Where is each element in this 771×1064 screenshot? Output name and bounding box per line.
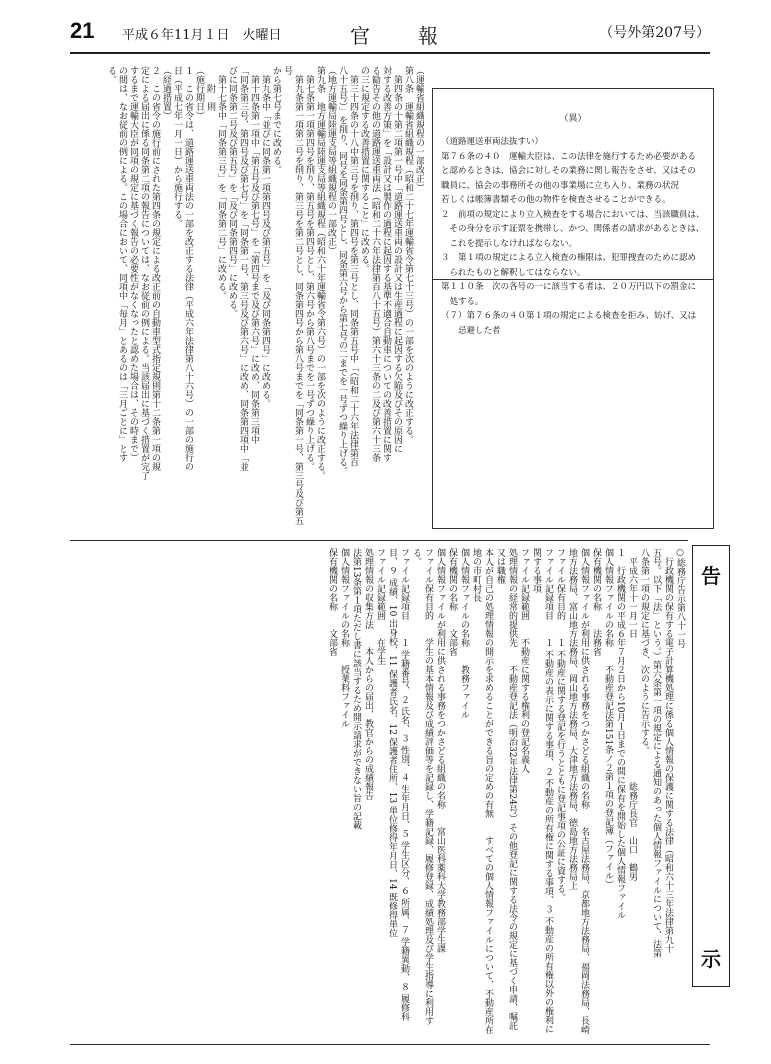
page-bottom-rule (70, 1044, 710, 1045)
notice-text-line: 保有機関の名称 法務省 (591, 548, 601, 656)
ordinance-line: （運輸省組織規程の一部改正） (414, 66, 424, 192)
ordinance-line: 第四条の十第二項第一号中「道路運送車両の設計又は生産過程に起因する欠陥及びその原因に (392, 66, 402, 453)
ordinance-line: 第三十四条の十八中第三号を削り、第四号を第三号とし、同条第五号中「（昭和二十六年法律第百 (348, 66, 358, 467)
notice-text-line: 個人情報ファイルの名称 教務ファイル (459, 548, 469, 719)
section-divider (70, 540, 688, 541)
ordinance-line: 第十四条第一項中「第五号及び第七号」を「第四号まで及び第六号」に改め、同条第三項中 (249, 66, 259, 444)
notice-text-line: 本人が自己の処理情報の開示を求めることができる旨の定めの有無 すべての個人情報ファイルについて、不動産所在地の市町村長 (471, 548, 493, 1034)
ordinance-line: 附 則 (205, 66, 215, 111)
ordinance-line: びに同条第二号及び第五号」を「及び同条第四号」に改める。 (227, 66, 237, 318)
ordinance-line: （施行期日） (194, 66, 204, 120)
kokuji-char-top: 告 (701, 564, 721, 588)
notice-line: 処する。 (441, 296, 484, 307)
page-number: 21 (70, 18, 95, 43)
notice-line: られたものと解釈してはならない。 (441, 267, 586, 278)
notice-text-line: ファイル記録項目 １ 学籍番号、２ 氏名、３ 性別、４ 生年月日、５ 学生区分、６ 所属、７ 学籍異動、８ 履修科目、９ 成績、10 出身校、11 保護者氏名、12 保護者住所、13 単位修得年月日、14 既修得単位 (387, 548, 409, 1021)
notice-text-line: 個人情報ファイルが利用に供される事務をつかさどる組織の名称 名古屋法務局、京都地方法務局、福岡法務局、長崎地方法務局、富山地方法務局、岡山地方法務局、大津地方法務局、徳島地方法務局上 (567, 548, 589, 1034)
notice-text-line: ファイル記録範囲 在学生 (375, 548, 385, 665)
notice-text-line: ファイル記録項目 １ 不動産の表示に関する事項、２ 不動産の所有権に関する事項、３ 不動産の所有権以外の権利に関する事項 (531, 548, 553, 1034)
notice-text-line: 個人情報ファイルが利用に供される事務をつかさどる組織の名称 富山医科薬科大学教務部学生課 (435, 548, 445, 953)
ordinance-amendment-text (72, 66, 424, 528)
notice-heading: （異） (559, 114, 587, 124)
ordinance-line: 第十七条中「同条第三号」を「同条第二号」に改める。 (216, 66, 226, 300)
notice-text-line: ○総務庁告示第八十一号 (675, 548, 685, 648)
notice-text-line: 保有機関の名称 文部省 (447, 548, 457, 656)
ordinance-line: 「同条第三号、第四号及び第七号」を「同条第一号、第三号及び第六号」に改め、同条第四項中「並 (238, 66, 248, 471)
ordinance-line: （経過措置） (161, 66, 171, 120)
notice-text-line: ファイル保有目的 学生の基本情報及び成績評価等を記録し、学籍記録、履修登録、成績処理及び学生指導に利用する。 (411, 548, 433, 1025)
issue-date: 平成６年11月１日 火曜日 (122, 28, 282, 43)
empty-box-area (432, 278, 714, 529)
personal-info-notice-text (110, 548, 686, 1038)
notice-line: （道路運送車両法抜すい） (441, 137, 544, 147)
notice-text-line: 個人情報ファイルの名称 授業料ファイル (339, 548, 349, 728)
ordinance-line: ２ この省令の施行前にされた第四条の規定による改正前の自動車型式指定規則第十二条第一項の規 (150, 66, 160, 471)
ordinance-line: 定による届出に係る同条第二項の報告については、なお従前の例による。当該届出に基づく措置が完了 (139, 66, 149, 480)
ordinance-line: の三に規定する改善措置に関すること」に改める。 (359, 66, 369, 273)
notice-text-line: 法第13条第１項ただし書に該当するため開示請求ができない旨の記載 (351, 548, 361, 830)
ordinance-line: 第九条 地方運輸局陸運支局等組織規程（昭和六十年運輸省令第六号）の一部を次のように改正する。 (315, 66, 325, 480)
notice-text-line: 八条第一項の規定に基づき、次のように告示する。 (639, 548, 649, 755)
kokuji-label-box (692, 545, 730, 987)
notice-text-line: 個人情報ファイルの名称 不動産登記法第151条ノ２第１項の登記簿（ファイル） (603, 548, 613, 890)
notice-line: と認めるときは、協会に対しその業務に関し報告をさせ、又はその (441, 166, 696, 176)
reference-notice-box (432, 88, 714, 336)
ordinance-line: １ この省令は、道路運送車両法の一部を改正する法律（平成六年法律第八十六号）の一部の施行の (183, 66, 193, 471)
gazette-title: 官 報 (350, 24, 452, 48)
notice-line: これを提示しなければならない。 (441, 238, 578, 249)
ordinance-line: （地方運輸局陸運支局等組織規程の一部改正） (326, 66, 336, 255)
notice-line: 第７６条の４０ 運輸大臣は、この法律を施行するため必要がある (441, 151, 697, 162)
ordinance-line: 日（平成七年一月一日）から施行する。 (172, 66, 182, 228)
kokuji-char-bottom: 示 (701, 947, 721, 971)
ordinance-line: 対する改善方策」を「設計又は製作の過程に起因する基準不適合自動車についての改善措置に関す (381, 66, 391, 462)
page-header (70, 18, 710, 54)
ordinance-line: 第九条中「並びに同条第一項第四号及び第五号」を「及び同条第四号」に改める。 (260, 66, 270, 408)
notice-text-line: 処理情報の経常的提供先 不動産登記法（明治32年法律第24号）その他登記に関する法令の規定に基づく申請、嘱託又は職権 (495, 548, 517, 1030)
notice-text-line: 平成六年十一月一日 総務庁長官 山口 鶴男 (627, 548, 637, 881)
notice-text-line: 保有機関の名称 文部省 (327, 548, 337, 656)
ordinance-line: するまで運輸大臣が同項の規定に基づく報告の必要性がなくなったと認めた場合は、その時まで） (128, 66, 138, 462)
notice-text-line: ファイル記録範囲 不動産に関する権利の登記名義人 (519, 548, 529, 773)
notice-line: ２ 前項の規定により立入検査をする場合においては、当該職員は、 (441, 209, 705, 220)
notice-line: その身分を示す証票を携帯し、かつ、関係者の請求があるときは、 (441, 224, 705, 234)
notice-line: 第１１０条 次の各号の一に該当する者は、２０万円以下の罰金に (441, 282, 697, 292)
notice-line: 職員に、協会の事務所その他の事業場に立ち入り、業務の状況 (441, 180, 680, 191)
notice-text-line: 行政機関の保有する電子計算機処理に係る個人情報の保護に関する法律（昭和六十三年法律第九十 (663, 548, 673, 953)
ordinance-line: の間は、なお従前の例による。この場合において、同項中「毎月」とあるのは「三月ごとに」とす (117, 66, 127, 462)
ordinance-line: る。 (106, 66, 116, 84)
issue-number: （号外第207号） (599, 25, 710, 41)
notice-line: 若しくは帳簿書類その他の物件を検査させることができる。 (441, 195, 671, 205)
notice-text-line: ファイル保有目的 １ 不動産に関する登記を行うとともに登記事項の公証に資する。 (555, 548, 565, 902)
ordinance-line: 八十五号）」を削り、同号を同条第四号とし、同条第六号から第七号の二までを一号ずつ繰り上げる。 (337, 66, 347, 476)
ordinance-line: 第七条第一項第四号を削り、第五号を第四号とし、第六号から第八号までを一号ずつ繰り上げる。 (304, 66, 314, 471)
notice-line: （７）第７６条の４０第１項の規定による検査を拒み、妨げ、又は (441, 311, 697, 321)
notice-text-line: 処理情報の収集方法 本人からの届出、教官からの成績報告 (363, 548, 373, 800)
notice-text-line: 五号。以下「法」という。）第六条第一項の規定による通知のあった個人情報ファイルについて、法第 (651, 548, 661, 958)
ordinance-line: から第七号までに改める。 (271, 66, 281, 174)
notice-text-line: １ 行政機関の平成６年７月２日から10月１日までの間に保有を開始した個人情報ファイル (615, 548, 625, 920)
ordinance-line: 第九条第一項第二号を削り、第三号を第二号とし、同条第四号から第八号までを「同条第一号、第三号及び第五号 (282, 66, 303, 525)
ordinance-line: る勧告その他の道路運送車両法（昭和二十六年法律第百八十五号）第六十三条の二及び第六十三条 (370, 66, 380, 462)
notice-line: 忌避した者 (441, 325, 501, 336)
ordinance-line: 第八条 運輸省組織規程（昭和二十七年運輸省令第七十三号）の一部を次のように改正する。 (403, 66, 413, 444)
notice-line: ３ 第１項の規定による立入検査の権限は、犯罪捜査のために認め (441, 253, 697, 263)
